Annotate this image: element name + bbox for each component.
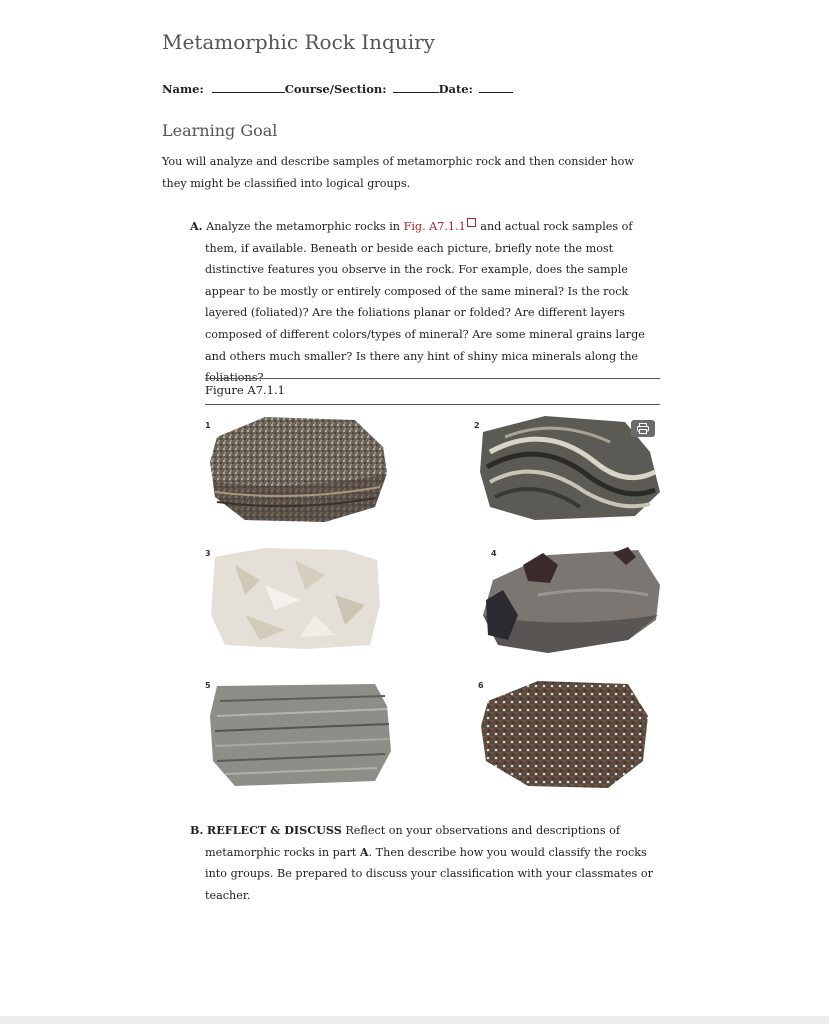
rock-image-6 <box>478 676 653 794</box>
part-b-text-2: . Then describe how you would classify the rocks into groups. Be prepared to discuss your classification with your classmates or teacher. <box>205 845 653 902</box>
rock-number-1: 1 <box>205 421 211 430</box>
student-info-line <box>162 82 513 96</box>
name-label: Name: <box>162 82 204 96</box>
learning-goal-heading: Learning Goal <box>162 121 278 140</box>
course-label: Course/Section: <box>284 82 387 96</box>
name-blank[interactable] <box>212 82 285 93</box>
rock-number-2: 2 <box>474 421 480 430</box>
rock-number-4: 4 <box>491 549 497 558</box>
external-figure-icon[interactable] <box>467 218 476 227</box>
rock-number-6: 6 <box>478 681 484 690</box>
rock-image-3 <box>205 545 385 655</box>
figure-caption: Figure A7.1.1 <box>205 378 660 405</box>
part-a-label: A. <box>190 219 203 233</box>
print-button[interactable] <box>631 420 655 437</box>
part-b-bold-lead: REFLECT & DISCUSS <box>206 823 342 837</box>
part-b-label: B. <box>190 823 204 837</box>
part-a-text-before: Analyze the metamorphic rocks in <box>206 220 404 233</box>
rock-number-3: 3 <box>205 549 211 558</box>
print-icon <box>637 423 649 434</box>
bottom-scroll-bar[interactable] <box>0 1016 829 1024</box>
date-blank[interactable] <box>479 82 513 93</box>
rock-image-5 <box>205 676 395 791</box>
part-b-instructions <box>190 820 660 906</box>
page-title: Metamorphic Rock Inquiry <box>162 30 435 54</box>
rock-image-1 <box>205 412 395 527</box>
learning-goal-text: You will analyze and describe samples of metamorphic rock and then consider how they might be classified into logical groups. <box>162 155 634 190</box>
course-blank[interactable] <box>393 82 439 93</box>
part-b-text-1: Reflect on your observations and descriptions of metamorphic rocks in part <box>205 824 621 859</box>
figure-link[interactable]: Fig. A7.1.1 <box>403 220 466 233</box>
date-label: Date: <box>438 82 473 96</box>
rock-number-5: 5 <box>205 681 211 690</box>
part-a-instructions <box>190 216 660 389</box>
rock-image-4 <box>478 545 666 657</box>
part-b-bold-part: A <box>359 844 369 859</box>
part-a-text-after: and actual rock samples of them, if available. Beneath or beside each picture, briefly note the most distinctive features you observe in the rock. For example, does the sample appear to be mostly or entirely composed of the same mineral? Is the rock layered (foliated)? Are the foliations planar or folded? Are different layers composed of different colors/types of mineral? Are some mineral grains large and others much smaller? Is there any hint of shiny mica minerals along the foliations? <box>205 220 645 385</box>
